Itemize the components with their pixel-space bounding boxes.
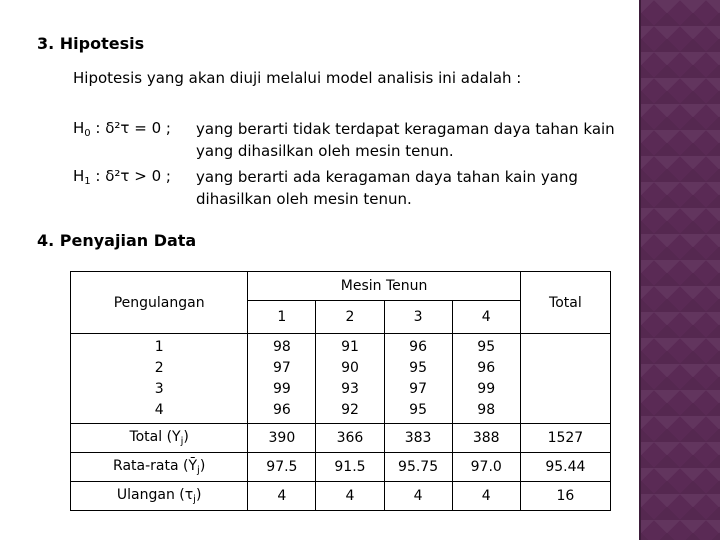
cell-value: 96 — [272, 401, 291, 418]
cell-value: 99 — [477, 380, 496, 397]
cell-value: 91.5 — [316, 453, 384, 482]
replication-number: 4 — [154, 401, 164, 418]
h0-description: yang berarti tidak terdapat keragaman daya tahan kain yang dihasilkan oleh mesin tenun. — [196, 120, 615, 160]
machine-2-values — [316, 334, 384, 424]
machine-4-values — [452, 334, 520, 424]
cell-value: 90 — [341, 359, 359, 376]
total-empty-cell — [520, 334, 610, 424]
row-label: Total $(Y_j)$ — [71, 424, 248, 453]
h1-label: $H_1$ : δ²τ > 0 ; — [73, 167, 171, 187]
machine-1-values — [248, 334, 316, 424]
replication-number: 2 — [154, 359, 164, 376]
row-label: Ulangan $(\tau_j)$ — [71, 482, 248, 511]
cell-value: 383 — [384, 424, 452, 453]
replication-list — [71, 334, 248, 424]
decorative-sidebar — [641, 0, 720, 540]
cell-total: 16 — [520, 482, 610, 511]
cell-value: 93 — [341, 380, 359, 397]
cell-value: 4 — [248, 482, 316, 511]
cell-value: 92 — [341, 401, 359, 418]
data-table — [70, 271, 611, 511]
machine-header: 4 — [452, 301, 520, 334]
table-row-total — [71, 424, 611, 453]
machine-header: 2 — [316, 301, 384, 334]
cell-value: 95 — [477, 338, 496, 355]
cell-value: 388 — [452, 424, 520, 453]
cell-value: 95 — [409, 359, 427, 376]
replication-number: 1 — [154, 338, 164, 355]
cell-value: 4 — [452, 482, 520, 511]
table-row-rata-rata — [71, 453, 611, 482]
cell-value: 97 — [409, 380, 427, 397]
machine-header: 1 — [248, 301, 316, 334]
h0-label: $H_0$ : δ²τ = 0 ; — [73, 119, 171, 139]
cell-value: 97.0 — [452, 453, 520, 482]
cell-value: 91 — [341, 338, 359, 355]
cell-value: 4 — [316, 482, 384, 511]
table-row-ulangan — [71, 482, 611, 511]
header-total: Total — [520, 272, 610, 334]
section-4-heading: 4. Penyajian Data — [37, 231, 197, 250]
row-label: Rata-rata $(Ȳ_j)$ — [71, 453, 248, 482]
machine-header: 3 — [384, 301, 452, 334]
cell-value: 95 — [409, 401, 427, 418]
cell-value: 366 — [316, 424, 384, 453]
cell-value: 97.5 — [248, 453, 316, 482]
cell-value: 4 — [384, 482, 452, 511]
cell-value: 98 — [477, 401, 496, 418]
header-mesin-tenun: Mesin Tenun — [248, 272, 520, 301]
header-pengulangan: Pengulangan — [71, 272, 248, 334]
section-3-heading: 3. Hipotesis — [37, 34, 145, 53]
cell-value: 99 — [272, 380, 291, 397]
hypothesis-intro: Hipotesis yang akan diuji melalui model analisis ini adalah : — [73, 69, 522, 87]
cell-total: 1527 — [520, 424, 610, 453]
cell-total: 95.44 — [520, 453, 610, 482]
cell-value: 96 — [477, 359, 496, 376]
cell-value: 96 — [409, 338, 427, 355]
replication-number: 3 — [154, 380, 164, 397]
cell-value: 97 — [272, 359, 291, 376]
machine-3-values — [384, 334, 452, 424]
h1-description: yang berarti ada keragaman daya tahan kain yang dihasilkan oleh mesin tenun. — [196, 168, 578, 208]
cell-value: 98 — [272, 338, 291, 355]
cell-value: 95.75 — [384, 453, 452, 482]
cell-value: 390 — [248, 424, 316, 453]
